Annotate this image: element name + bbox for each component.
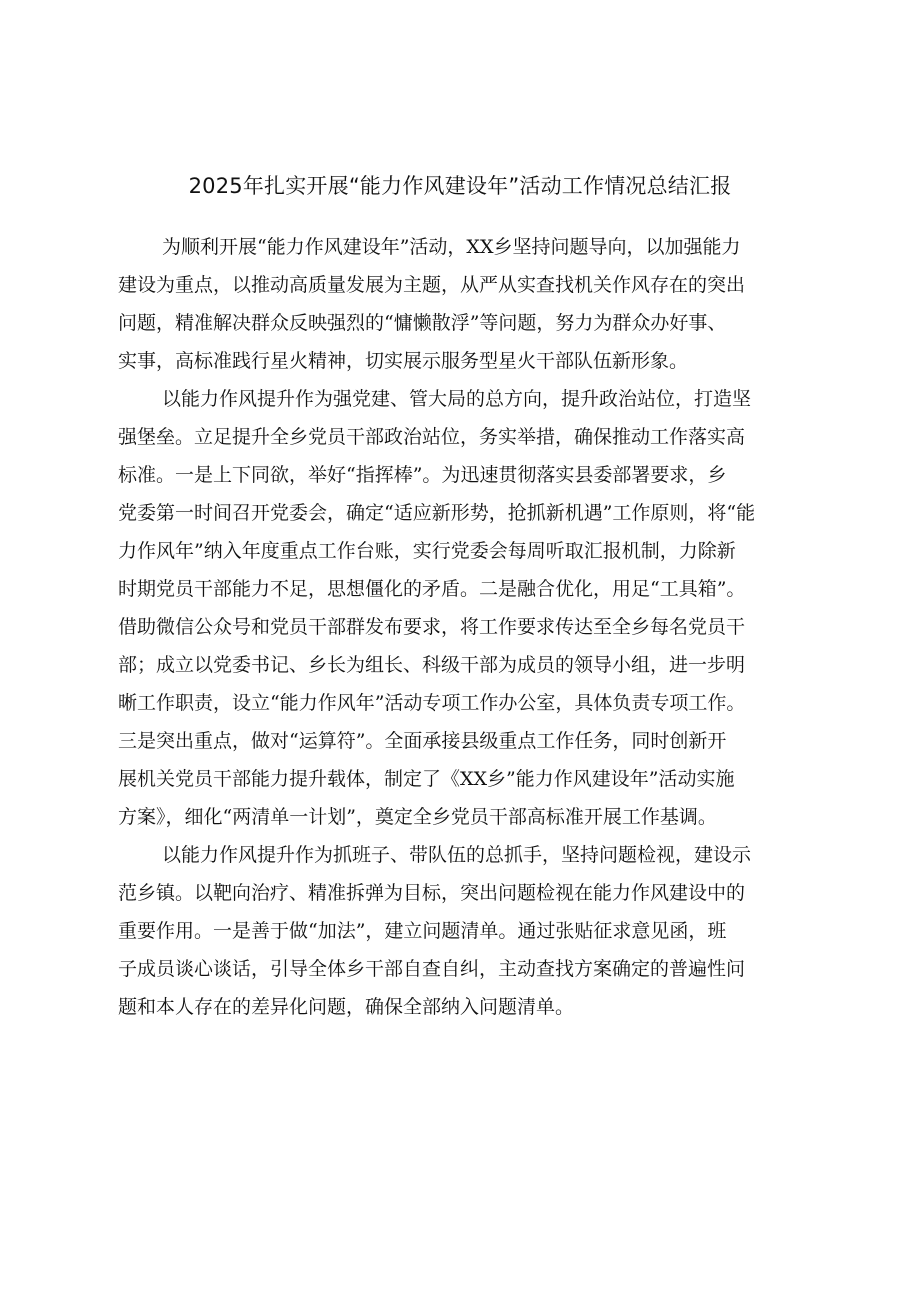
paragraph-line: 子成员谈心谈话，引导全体乡干部自查自纠，主动查找方案确定的普遍性问 bbox=[118, 958, 746, 980]
paragraph-line: 部；成立以党委书记、乡长为组长、科级干部为成员的领导小组，进一步明 bbox=[118, 654, 746, 676]
paragraph-line: 晰工作职责，设立“能力作风年”活动专项工作办公室，具体负责专项工作。 bbox=[118, 692, 746, 714]
paragraph-3 bbox=[118, 836, 840, 1026]
paragraph-line: 为顺利开展“能力作风建设年”活动，XX乡坚持问题导向，以加强能力 bbox=[162, 236, 741, 258]
paragraph-line: 题和本人存在的差异化问题，确保全部纳入问题清单。 bbox=[118, 996, 575, 1018]
paragraph-line: 党委第一时间召开党委会，确定“适应新形势，抢抓新机遇”工作原则，将“能 bbox=[118, 502, 756, 524]
paragraph-line: 重要作用。一是善于做“加法”，建立问题清单。通过张贴征求意见函，班 bbox=[118, 920, 727, 942]
paragraph-line: 以能力作风提升作为抓班子、带队伍的总抓手，坚持问题检视，建设示 bbox=[162, 844, 752, 866]
paragraph-line: 借助微信公众号和党员干部群发布要求，将工作要求传达至全乡每名党员干 bbox=[118, 616, 746, 638]
paragraph-line: 力作风年”纳入年度重点工作台账，实行党委会每周听取汇报机制，力除新 bbox=[118, 540, 736, 562]
paragraph-1 bbox=[118, 228, 840, 380]
paragraph-line: 时期党员干部能力不足，思想僵化的矛盾。二是融合优化，用足“工具箱”。 bbox=[118, 578, 746, 600]
paragraph-line: 展机关党员干部能力提升载体，制定了《XX乡”能力作风建设年”活动实施 bbox=[118, 768, 735, 790]
paragraph-line: 方案》，细化“两清单一计划”，奠定全乡党员干部高标准开展工作基调。 bbox=[118, 806, 717, 828]
paragraph-line: 标准。一是上下同欲，举好“指挥棒”。为迅速贯彻落实县委部署要求，乡 bbox=[118, 464, 727, 486]
paragraph-line: 实事，高标准践行星火精神，切实展示服务型星火干部队伍新形象。 bbox=[118, 350, 689, 372]
paragraph-line: 三是突出重点，做对“运算符”。全面承接县级重点工作任务，同时创新开 bbox=[118, 730, 727, 752]
paragraph-line: 强堡垒。立足提升全乡党员干部政治站位，务实举措，确保推动工作落实高 bbox=[118, 426, 746, 448]
paragraph-line: 建设为重点，以推动高质量发展为主题，从严从实查找机关作风存在的突出 bbox=[118, 274, 746, 296]
paragraph-line: 以能力作风提升作为强党建、管大局的总方向，提升政治站位，打造坚 bbox=[162, 388, 752, 410]
document-title: 2025年扎实开展“能力作风建设年”活动工作情况总结汇报 bbox=[188, 174, 732, 198]
paragraph-2 bbox=[118, 380, 840, 836]
paragraph-line: 问题，精准解决群众反映强烈的“慵懒散浮”等问题，努力为群众办好事、 bbox=[118, 312, 727, 334]
paragraph-line: 范乡镇。以靶向治疗、精准拆弹为目标，突出问题检视在能力作风建设中的 bbox=[118, 882, 746, 904]
document-body bbox=[118, 228, 840, 1026]
